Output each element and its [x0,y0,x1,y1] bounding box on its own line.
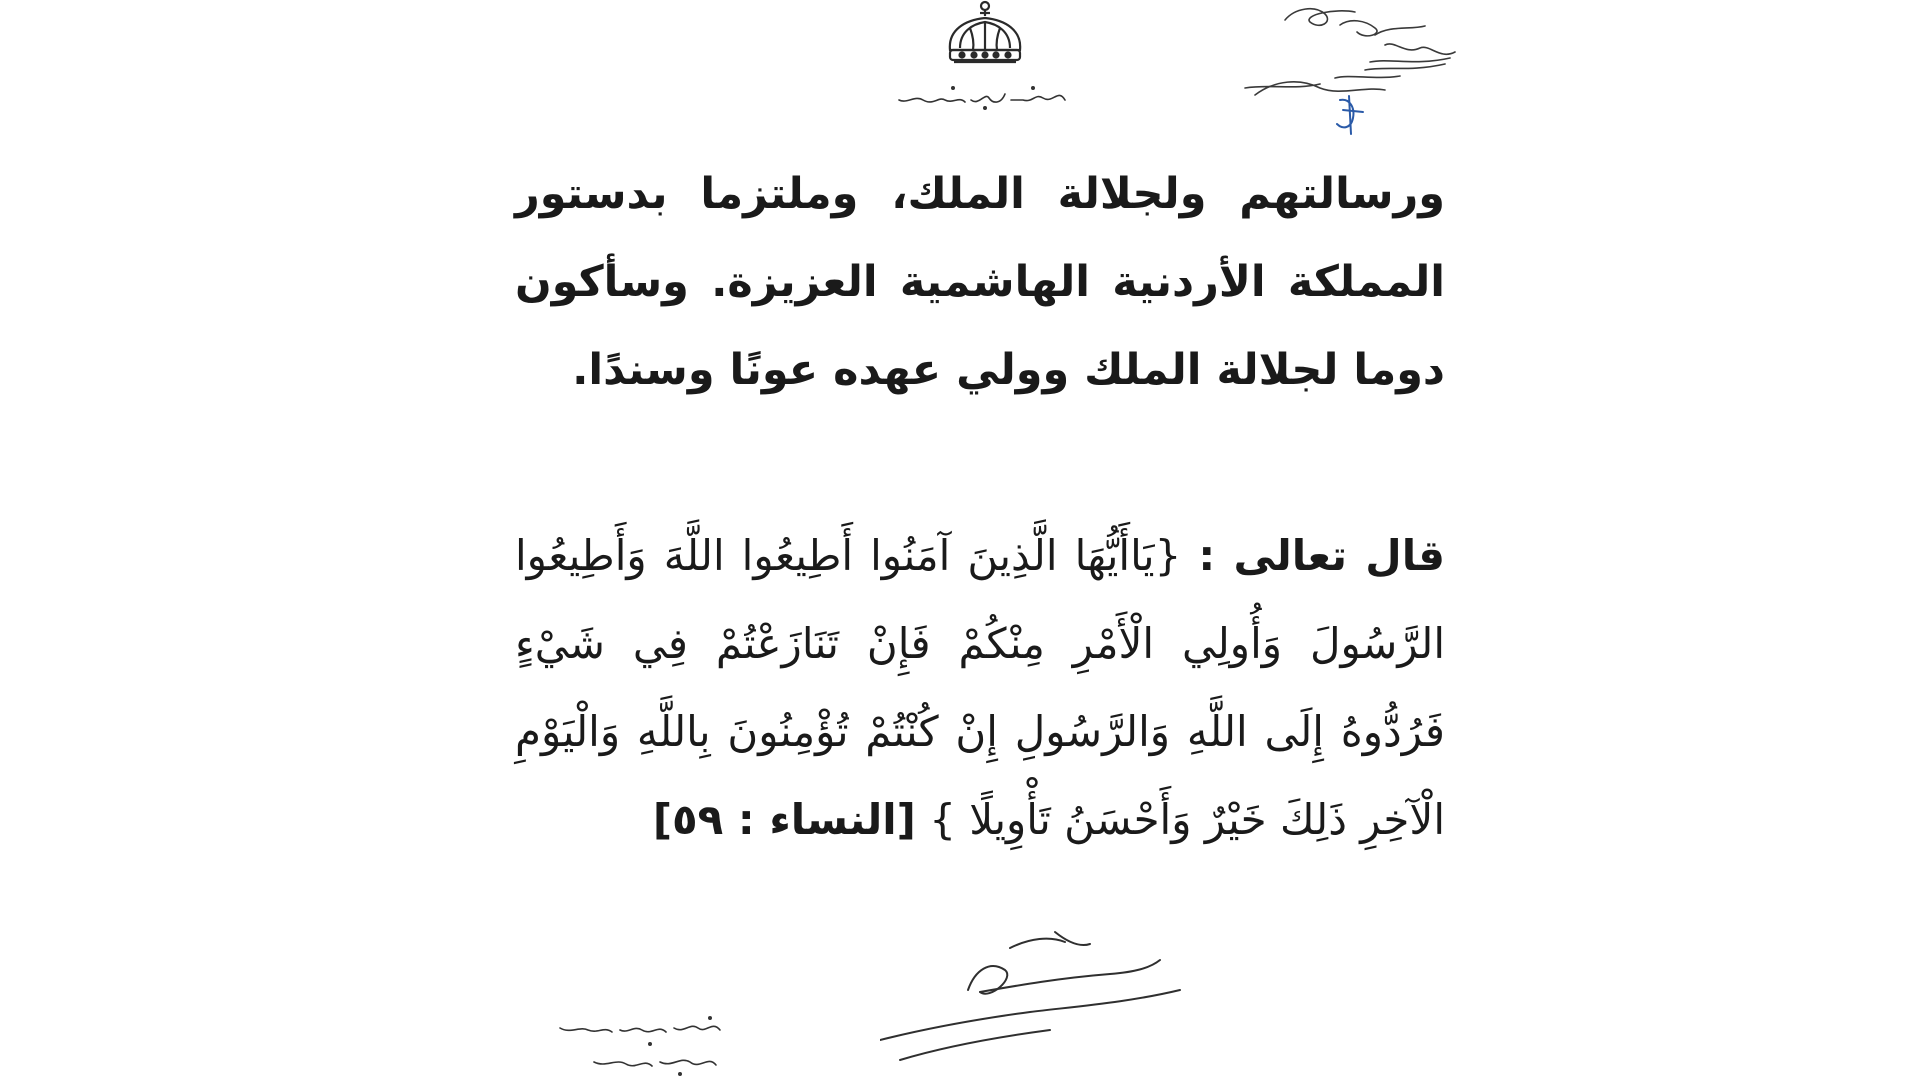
body-paragraph-text: ورسالتهم ولجلالة الملك، وملتزما بدستور المملكة الأردنية الهاشمية العزيزة. وسأكون دوما لجلالة الملك وولي عهده عونًا وسندًا. [515,169,1445,395]
quote-intro: قال تعالى : [1198,531,1445,580]
quote-verse: {يَاأَيُّهَا الَّذِينَ آمَنُوا أَطِيعُوا اللَّهَ وَأَطِيعُوا الرَّسُولَ وَأُولِي الْأَمْرِ مِنْكُمْ فَإِنْ تَنَازَعْتُمْ فِي شَيْءٍ فَرُدُّوهُ إِلَى اللَّهِ وَالرَّسُولِ إِنْ كُنْتُمْ تُؤْمِنُونَ بِاللَّهِ وَالْيَوْمِ الْآخِرِ ذَلِكَ خَيْرٌ وَأَحْسَنُ تَأْوِيلًا } [515,531,1445,844]
quran-quote [515,512,1445,864]
body-paragraph [515,150,1445,414]
top-signature-annotation [1225,0,1465,140]
letterhead-script-image [893,78,1073,112]
quote-reference: [النساء : ٥٩] [652,795,916,844]
signer-name-script [540,1010,730,1080]
quote-paragraph [515,512,1445,864]
bottom-signature [880,930,1200,1080]
crown-icon [940,0,1030,72]
